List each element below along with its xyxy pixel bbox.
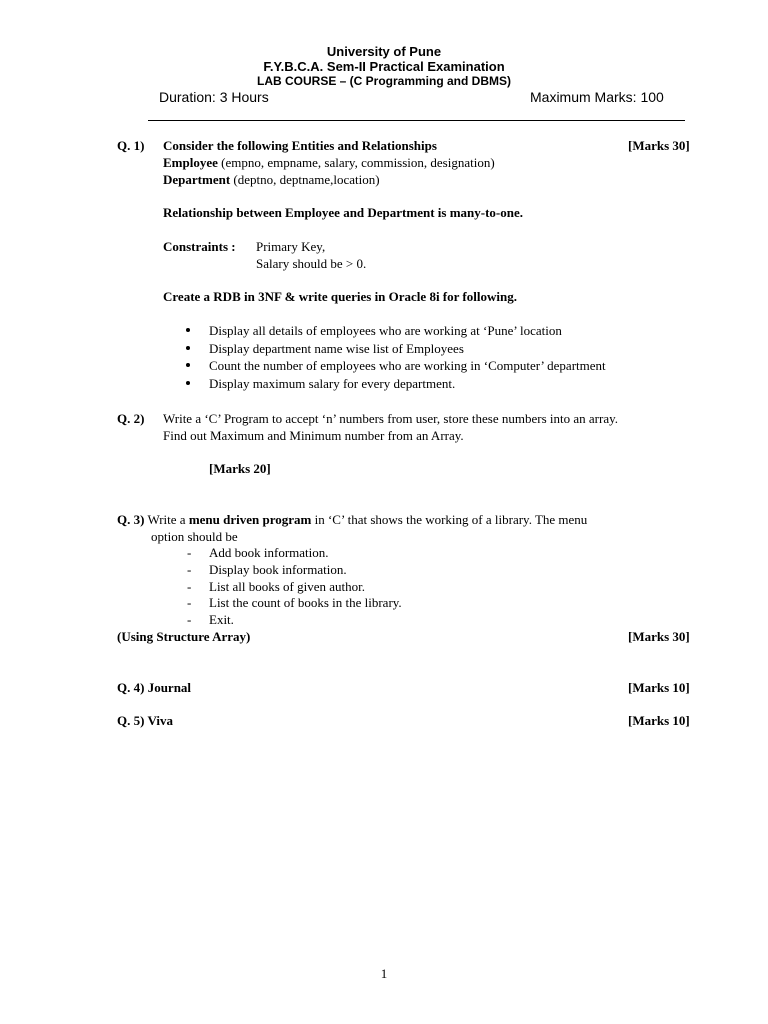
page-number: 1 [380,966,388,981]
q1-number: Q. 1) [117,138,145,153]
q3-emphasis: menu driven program [188,512,312,527]
exam-title: F.Y.B.C.A. Sem-II Practical Examination [263,59,505,74]
q3-note: (Using Structure Array) [117,629,251,644]
q3-intro-text: in ‘C’ that shows the working of a library. The menu [311,512,588,527]
employee-entity [163,154,495,171]
q2-number: Q. 2) [117,411,145,426]
dash-icon: - [187,612,192,627]
department-label: Department [163,172,231,187]
q5-marks: [Marks 10] [628,713,690,728]
menu-option: List all books of given author. [209,579,365,594]
q1-marks: [Marks 30] [628,138,690,153]
header-divider [148,120,685,121]
q3-intro [117,511,587,528]
query-item: Display all details of employees who are working at ‘Pune’ location [209,323,562,338]
dash-icon: - [187,562,192,577]
q4-marks: [Marks 10] [628,680,690,695]
constraints-label: Constraints : [163,239,236,254]
q3-intro-text: Write a [144,512,189,527]
menu-option: List the count of books in the library. [209,595,402,610]
menu-option: Add book information. [209,545,329,560]
bullet-icon [186,328,190,332]
q5-label: Q. 5) Viva [117,713,173,728]
menu-option: Display book information. [209,562,347,577]
query-item: Display department name wise list of Employees [209,341,464,356]
duration: Duration: 3 Hours [159,89,269,105]
q3-intro-line2: option should be [151,529,238,544]
q3-number: Q. 3) [117,512,145,527]
q4-label: Q. 4) Journal [117,680,192,695]
q1-instruction: Create a RDB in 3NF & write queries in Oracle 8i for following. [163,289,517,304]
q2-text-line: Write a ‘C’ Program to accept ‘n’ numbers from user, store these numbers into an array. [163,411,618,426]
dash-icon: - [187,579,192,594]
constraint-item: Salary should be > 0. [256,256,367,271]
employee-attributes: (empno, empname, salary, commission, designation) [217,155,495,170]
q1-title: Consider the following Entities and Relationships [163,138,437,153]
constraint-item: Primary Key, [256,239,326,254]
query-item: Count the number of employees who are working in ‘Computer’ department [209,358,606,373]
dash-icon: - [187,595,192,610]
department-entity [163,171,380,188]
q2-text-line: Find out Maximum and Minimum number from an Array. [163,428,464,443]
department-attributes: (deptno, deptname,location) [230,172,380,187]
employee-label: Employee [163,155,218,170]
dash-icon: - [187,545,192,560]
query-item: Display maximum salary for every department. [209,376,456,391]
bullet-icon [186,346,190,350]
maximum-marks: Maximum Marks: 100 [530,89,664,105]
q2-marks: [Marks 20] [209,461,271,476]
relationship-statement: Relationship between Employee and Department is many-to-one. [163,205,524,220]
course-title: LAB COURSE – (C Programming and DBMS) [256,74,511,88]
q3-marks: [Marks 30] [628,629,690,644]
university-name: University of Pune [326,44,442,59]
bullet-icon [186,381,190,385]
menu-option: Exit. [209,612,234,627]
bullet-icon [186,363,190,367]
